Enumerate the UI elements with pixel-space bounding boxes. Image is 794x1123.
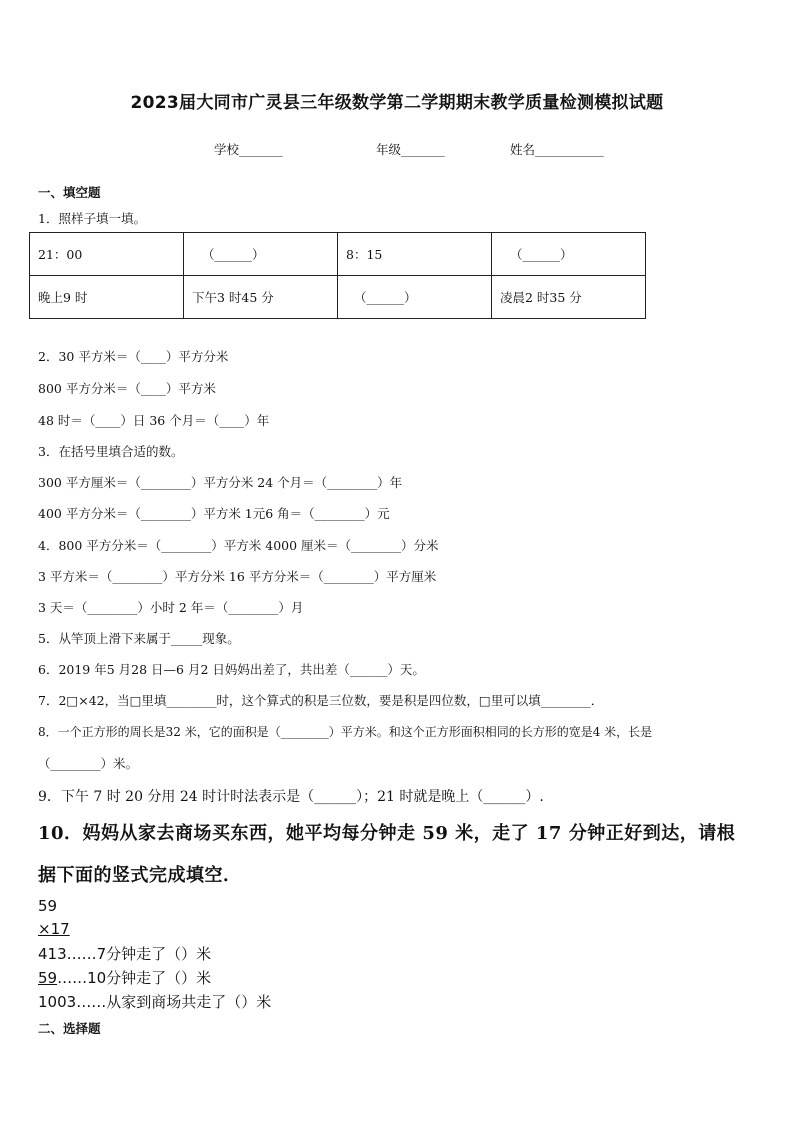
calc-step-1: [38, 943, 211, 964]
question-8-line-1: 8．一个正方形的周长是32 米，它的面积是（________）平方米。和这个正方形面积相同的长方形的宽是4 米，长是: [38, 725, 653, 739]
question-4-line-3: 3 天＝（________）小时 2 年＝（________）月: [38, 600, 304, 615]
question-4-line-1: 4．800 平方分米＝（________）平方米 4000 厘米＝（________）分米: [38, 538, 439, 553]
table-cell: 21：00: [30, 233, 184, 276]
calc-multiplier: ×17: [38, 920, 70, 938]
question-6: 6．2019 年5 月28 日—6 月2 日妈妈出差了，共出差（______）天。: [38, 662, 425, 677]
table-row: [30, 276, 646, 319]
calc-step-2: [38, 967, 211, 988]
table-cell: （______）: [338, 276, 492, 319]
question-2-line-2: 800 平方分米＝（____）平方米: [38, 381, 216, 396]
question-3-line-2: 400 平方分米＝（________）平方米 1元6 角＝（________）元: [38, 506, 390, 521]
question-10-line-1: 10．妈妈从家去商场买东西，她平均每分钟走 59 米，走了 17 分钟正好到达，请根: [38, 823, 736, 844]
table-cell: 8：15: [338, 233, 492, 276]
calc-step-3-text: ……从家到商场共走了（）米: [76, 993, 272, 1011]
question-1-stem: 1．照样子填一填。: [38, 211, 146, 226]
table-cell: （______）: [184, 233, 338, 276]
table-row: [30, 233, 646, 276]
question-5: 5．从竿顶上滑下来属于_____现象。: [38, 631, 240, 646]
calc-step-3: [38, 991, 271, 1012]
calc-step-2-number: 59: [38, 969, 58, 987]
calc-step-3-number: 1003: [38, 993, 77, 1011]
question-2-line-3: 48 时＝（____）日 36 个月＝（____）年: [38, 413, 270, 428]
table-cell: （______）: [492, 233, 646, 276]
calc-step-1-number: 413: [38, 945, 67, 963]
table-cell: 凌晨2 时35 分: [492, 276, 646, 319]
question-7: 7．2□×42，当□里填________时，这个算式的积是三位数，要是积是四位数，□里可以填________．: [38, 693, 604, 708]
question-3-line-1: 300 平方厘米＝（________）平方分米 24 个月＝（________）年: [38, 475, 403, 490]
table-cell: 下午3 时45 分: [184, 276, 338, 319]
question-8-line-2: （________）米。: [38, 756, 139, 771]
calc-step-2-text: ……10分钟走了（）米: [57, 969, 212, 987]
section-fill-in-heading: 一、填空题: [38, 185, 101, 200]
section-choice-heading: 二、选择题: [38, 1021, 101, 1036]
question-2-line-1: 2．30 平方米＝（____）平方分米: [38, 349, 229, 364]
name-field: 姓名___________: [510, 142, 604, 157]
question-10-line-2: 据下面的竖式完成填空．: [38, 865, 242, 886]
grade-field: 年级_______: [376, 142, 445, 157]
table-cell: 晚上9 时: [30, 276, 184, 319]
question-4-line-2: 3 平方米＝（________）平方分米 16 平方分米＝（________）平方厘米: [38, 569, 437, 584]
calc-step-1-text: ……7分钟走了（）米: [66, 945, 212, 963]
page-title: 2023届大同市广灵县三年级数学第二学期期末教学质量检测模拟试题: [130, 93, 664, 113]
calc-multiplicand: 59: [38, 897, 58, 915]
question-9: 9．下午 7 时 20 分用 24 时计时法表示是（______）；21 时就是晚上（______）.: [38, 789, 544, 805]
school-field: 学校_______: [214, 142, 283, 157]
question-1-table: [29, 232, 646, 319]
question-3-stem: 3．在括号里填合适的数。: [38, 444, 184, 459]
